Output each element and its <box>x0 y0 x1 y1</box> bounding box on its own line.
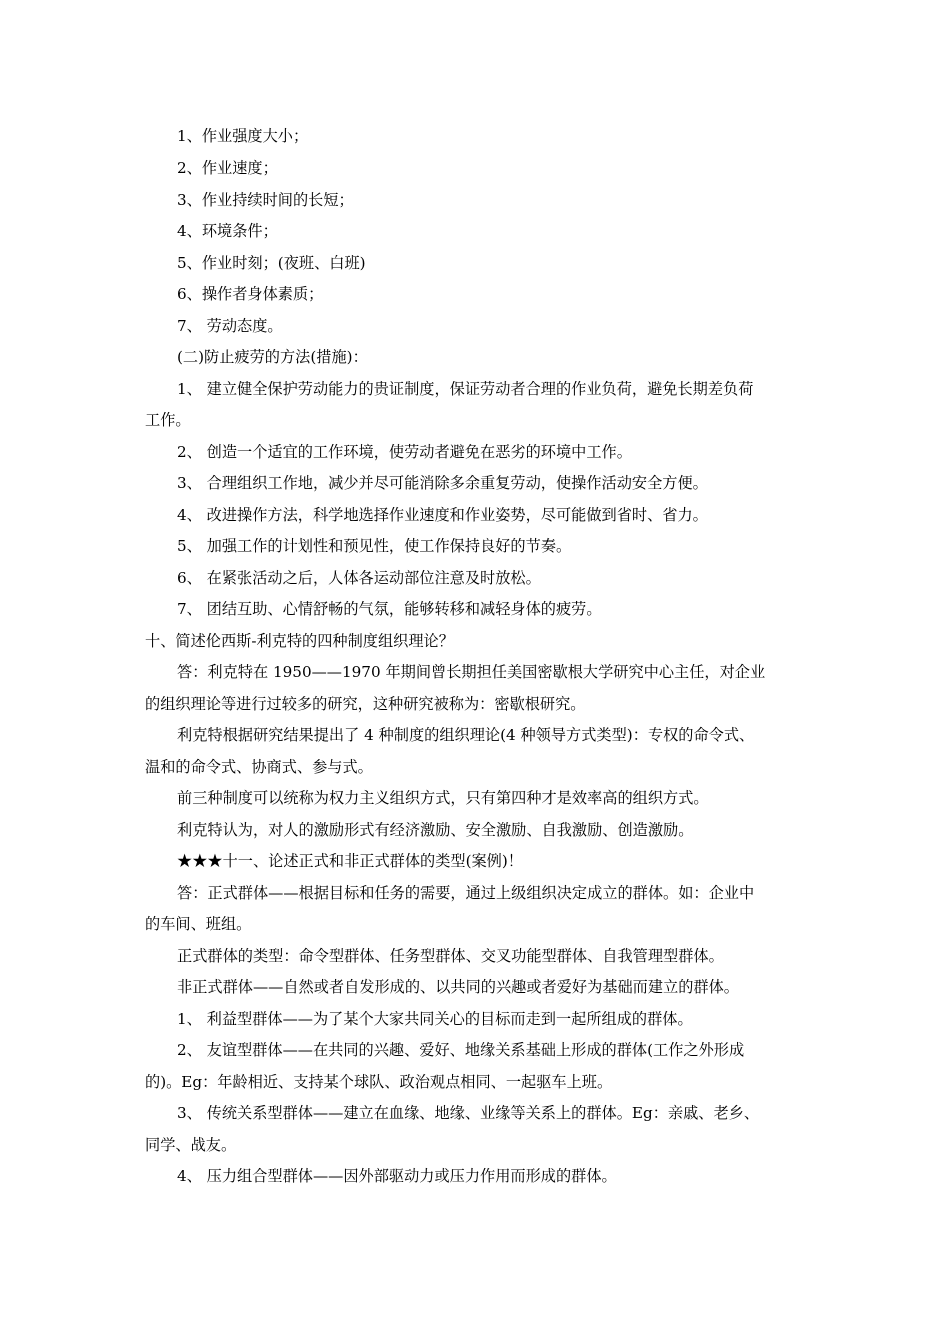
group-type-item: 3、 传统关系型群体——建立在血缘、地缘、业缘等关系上的群体。Eg：亲戚、老乡、 <box>177 1104 760 1122</box>
prevention-item: 7、 团结互助、心情舒畅的气氛，能够转移和减轻身体的疲劳。 <box>177 600 602 618</box>
prevention-item: 4、 改进操作方法，科学地选择作业速度和作业姿势，尽可能做到省时、省力。 <box>177 506 708 524</box>
factor-item: 5、作业时刻；(夜班、白班) <box>177 254 366 272</box>
question-11-title: ★★★十一、论述正式和非正式群体的类型(案例)！ <box>177 852 523 870</box>
answer-paragraph-continued: 温和的命令式、协商式、参与式。 <box>145 758 373 776</box>
question-10-title: 十、简述伦西斯-利克特的四种制度组织理论？ <box>145 632 454 650</box>
group-type-item-continued: 同学、战友。 <box>145 1136 237 1154</box>
group-type-item: 4、 压力组合型群体——因外部驱动力或压力作用而形成的群体。 <box>177 1167 617 1185</box>
group-type-item: 2、 友谊型群体——在共同的兴趣、爱好、地缘关系基础上形成的群体(工作之外形成 <box>177 1041 745 1059</box>
answer-paragraph: 利克特根据研究结果提出了 4 种制度的组织理论(4 种领导方式类型)：专权的命令式、 <box>177 726 755 744</box>
prevention-item: 2、 创造一个适宜的工作环境，使劳动者避免在恶劣的环境中工作。 <box>177 443 632 461</box>
answer-paragraph-continued: 的车间、班组。 <box>145 915 252 933</box>
answer-paragraph: 答：正式群体——根据目标和任务的需要，通过上级组织决定成立的群体。如：企业中 <box>177 884 755 902</box>
factor-item: 6、操作者身体素质； <box>177 285 324 303</box>
prevention-item: 5、 加强工作的计划性和预见性，使工作保持良好的节奏。 <box>177 537 572 555</box>
factor-item: 4、环境条件； <box>177 222 278 240</box>
group-type-item-continued: 的)。Eg：年龄相近、支持某个球队、政治观点相同、一起驱车上班。 <box>145 1073 613 1091</box>
prevention-item: 3、 合理组织工作地，减少并尽可能消除多余重复劳动，使操作活动安全方便。 <box>177 474 708 492</box>
group-type-item: 1、 利益型群体——为了某个大家共同关心的目标而走到一起所组成的群体。 <box>177 1010 693 1028</box>
answer-paragraph-continued: 的组织理论等进行过较多的研究，这种研究被称为：密歇根研究。 <box>145 695 586 713</box>
prevention-heading: (二)防止疲劳的方法(措施)： <box>177 348 368 366</box>
factor-item: 7、 劳动态度。 <box>177 317 283 335</box>
answer-paragraph: 前三种制度可以统称为权力主义组织方式，只有第四种才是效率高的组织方式。 <box>177 789 709 807</box>
answer-paragraph: 利克特认为，对人的激励形式有经济激励、安全激励、自我激励、创造激励。 <box>177 821 694 839</box>
factor-item: 3、作业持续时间的长短； <box>177 191 354 209</box>
answer-paragraph: 答：利克特在 1950——1970 年期间曾长期担任美国密歇根大学研究中心主任，对企业 <box>177 663 766 681</box>
factor-item: 1、作业强度大小； <box>177 127 309 145</box>
answer-paragraph: 非正式群体——自然或者自发形成的、以共同的兴趣或者爱好为基础而建立的群体。 <box>177 978 739 996</box>
prevention-item: 6、 在紧张活动之后，人体各运动部位注意及时放松。 <box>177 569 541 587</box>
prevention-item-continued: 工作。 <box>145 411 191 429</box>
prevention-item: 1、 建立健全保护劳动能力的贵证制度，保证劳动者合理的作业负荷，避免长期差负荷 <box>177 380 754 398</box>
answer-paragraph: 正式群体的类型：命令型群体、任务型群体、交叉功能型群体、自我管理型群体。 <box>177 947 724 965</box>
factor-item: 2、作业速度； <box>177 159 278 177</box>
